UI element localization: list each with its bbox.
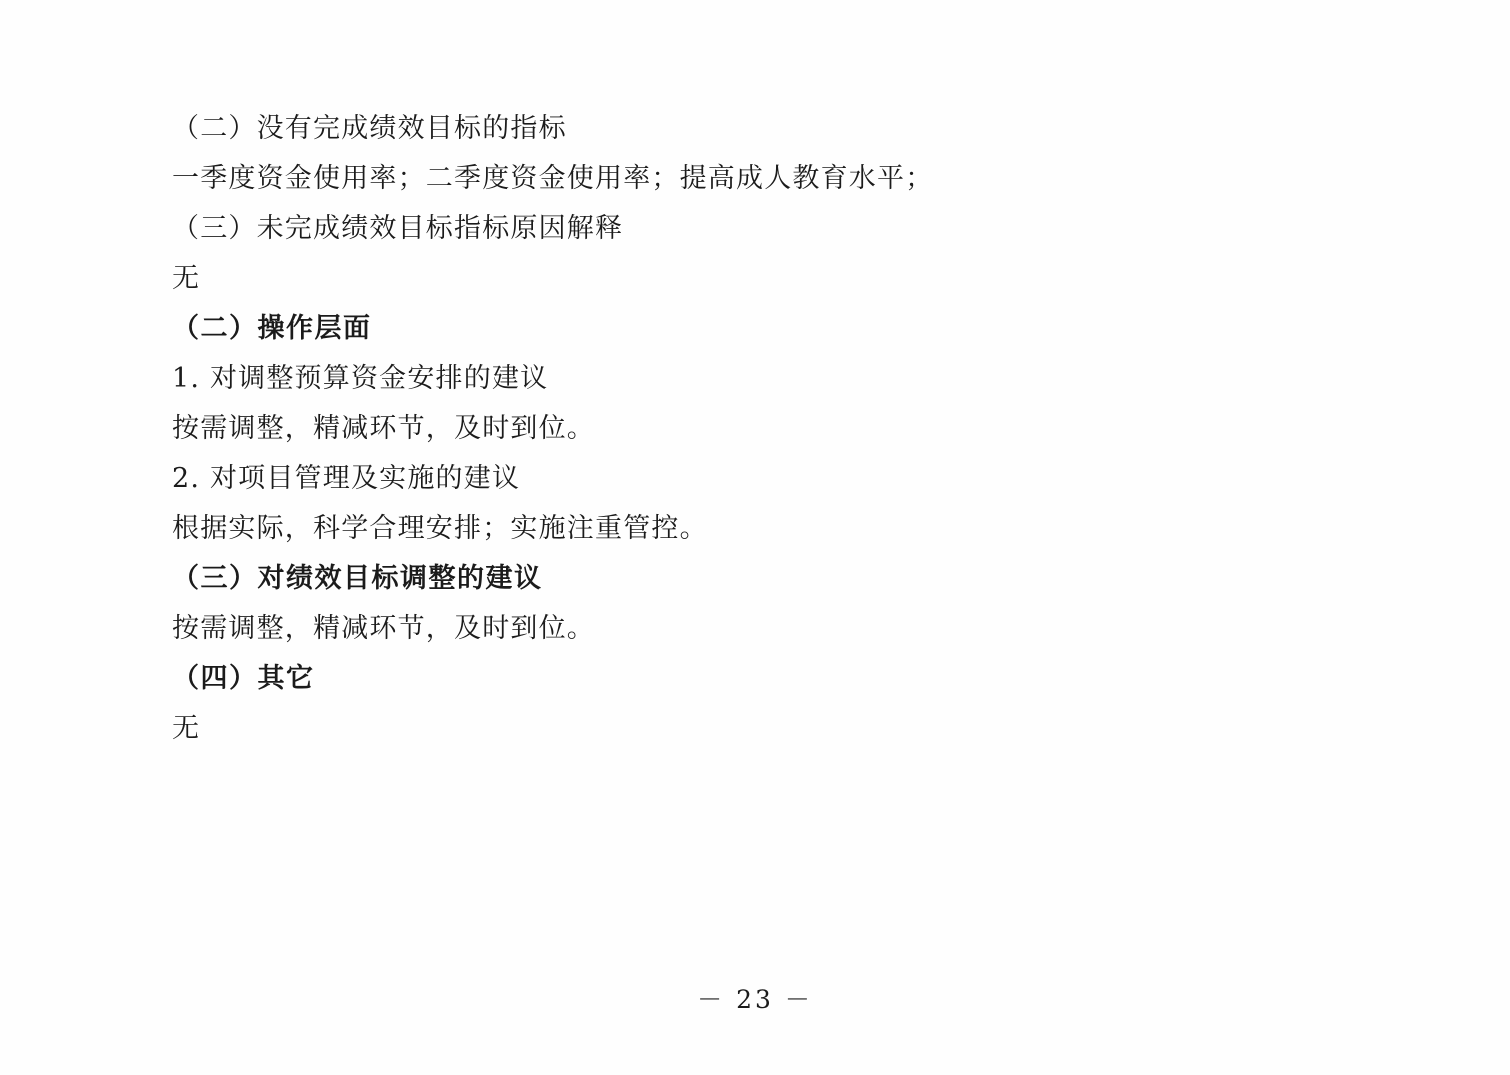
paragraph-line: 1. 对调整预算资金安排的建议 <box>172 363 549 394</box>
section-heading: （二）操作层面 <box>172 313 372 344</box>
section-heading: （四）其它 <box>172 663 315 694</box>
paragraph-line: 2. 对项目管理及实施的建议 <box>172 463 521 494</box>
paragraph-line: 根据实际，科学合理安排；实施注重管控。 <box>172 513 708 544</box>
page-number: － 23 － <box>697 985 813 1014</box>
paragraph-line: 无 <box>172 263 201 294</box>
document-body <box>172 104 1332 754</box>
paragraph-line: 无 <box>172 713 201 744</box>
paragraph-line: 一季度资金使用率；二季度资金使用率；提高成人教育水平； <box>172 163 934 194</box>
paragraph-line: 按需调整，精减环节，及时到位。 <box>172 613 595 644</box>
section-heading: （三）对绩效目标调整的建议 <box>172 563 543 594</box>
paragraph-line: （二）没有完成绩效目标的指标 <box>172 113 567 144</box>
paragraph-line: （三）未完成绩效目标指标原因解释 <box>172 213 624 244</box>
paragraph-line: 按需调整，精减环节，及时到位。 <box>172 413 595 444</box>
